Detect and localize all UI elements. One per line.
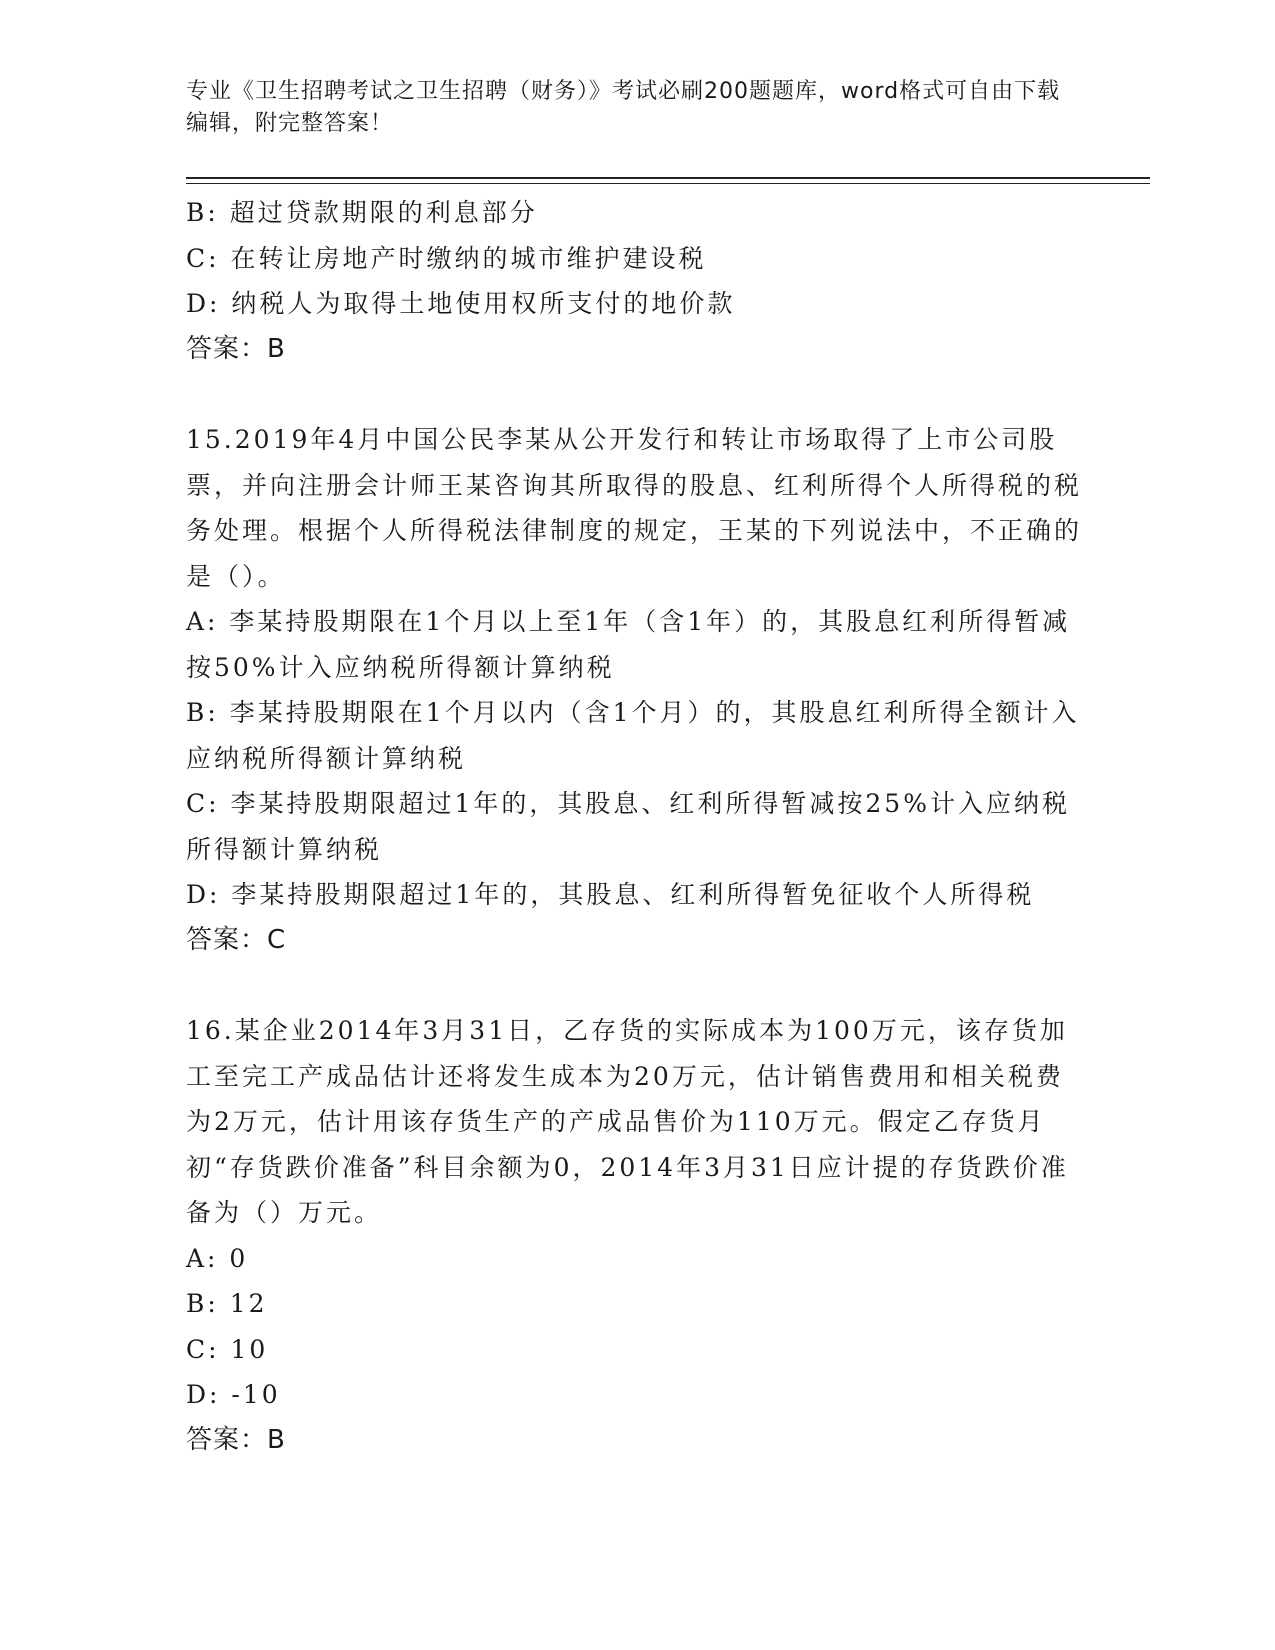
question-stem: 15.2019年4月中国公民李某从公开发行和转让市场取得了上市公司股票，并向注册会计师王某咨询其所取得的股息、红利所得个人所得税的税务处理。根据个人所得税法律制度的规定，王某的下列说法中，不正确的是（）。 — [186, 425, 1083, 591]
spacer — [186, 963, 1086, 1008]
option-b: B: 李某持股期限在1个月以内（含1个月）的，其股息红利所得全额计入应纳税所得额计算纳税 — [186, 698, 1080, 773]
document-header: 专业《卫生招聘考试之卫生招聘（财务）》考试必刷200题题库，word格式可自由下载编辑，附完整答案！ — [186, 79, 1061, 136]
document-body — [186, 190, 1086, 1463]
option-c: C: 10 — [186, 1334, 269, 1364]
answer-line: 答案：B — [186, 1424, 286, 1455]
question-stem: 16.某企业2014年3月31日，乙存货的实际成本为100万元，该存货加工至完工产成品估计还将发生成本为20万元，估计销售费用和相关税费为2万元，估计用该存货生产的产成品售价为110万元。假定乙存货月初“存货跌价准备”科目余额为0，2014年3月31日应计提的存货跌价准备为（）万元。 — [186, 1016, 1069, 1227]
header-divider-thin — [186, 183, 1150, 184]
header-divider-thick — [186, 177, 1150, 179]
option-c: C: 在转让房地产时缴纳的城市维护建设税 — [186, 243, 707, 273]
option-b: B: 超过贷款期限的利息部分 — [186, 198, 538, 227]
option-d: D: -10 — [186, 1380, 281, 1409]
spacer — [186, 372, 1086, 417]
option-c: C: 李某持股期限超过1年的，其股息、红利所得暂减按25%计入应纳税所得额计算纳税 — [186, 789, 1070, 864]
answer-line: 答案：C — [186, 924, 287, 955]
option-d: D: 纳税人为取得土地使用权所支付的地价款 — [186, 289, 736, 318]
option-a: A: 李某持股期限在1个月以上至1年（含1年）的，其股息红利所得暂减按50%计入应纳税所得额计算纳税 — [186, 607, 1071, 682]
option-d: D: 李某持股期限超过1年的，其股息、红利所得暂免征收个人所得税 — [186, 880, 1035, 909]
answer-line: 答案：B — [186, 333, 286, 364]
option-a: A: 0 — [186, 1243, 249, 1273]
option-b: B: 12 — [186, 1289, 268, 1318]
